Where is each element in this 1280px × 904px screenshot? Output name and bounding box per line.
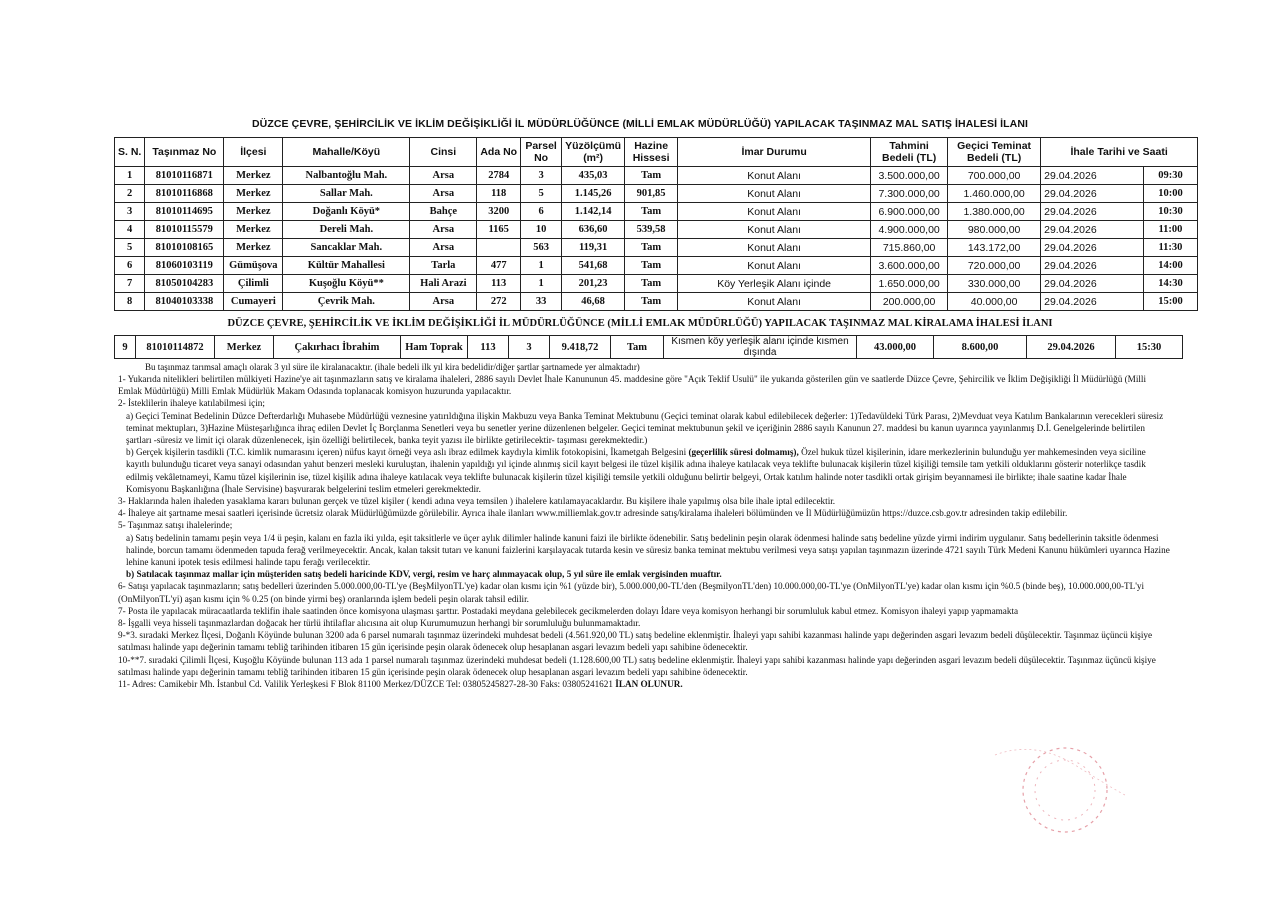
cell-parsel: 1 [521,275,562,293]
cell-saat: 10:00 [1143,185,1197,203]
cell-ilce: Merkez [224,203,283,221]
cell-teminat: 330.000,00 [948,275,1041,293]
sale-title: DÜZCE ÇEVRE, ŞEHİRCİLİK VE İKLİM DEĞİŞİKLİĞİ İL MÜDÜRLÜĞÜNCE (MİLLİ EMLAK MÜDÜRLÜĞÜ) YAPILACAK TAŞINMAZ MAL SATIŞ İHALESİ İLANI [251,118,1029,130]
table-row [115,275,1198,293]
col-parsel: Parsel No [521,138,562,167]
cell-yuzolcum: 9.418,72 [550,336,611,359]
sale-rows [115,167,1198,311]
cell-yuzolcum: 636,60 [562,221,625,239]
cell-cinsi: Arsa [410,239,477,257]
col-mahalle: Mahalle/Köyü [283,138,410,167]
table-row [115,293,1198,311]
cell-teminat: 1.380.000,00 [948,203,1041,221]
cell-bedel: 3.600.000,00 [871,257,948,275]
clause-4: 4- İhaleye ait şartname mesai saatleri içerisinde ücretsiz olarak Müdürlüğümüzde görülebilir. Ayrıca ihale ilanları www.milliemlak.gov.tr adresinde satış/kiralama ihaleleri bölümünden ve İl Müdürlüğümüzün https://duzce.csb.gov.tr adresinden takip edilebilir. [118,508,1068,519]
cell-saat: 11:00 [1143,221,1197,239]
cell-teminat: 40.000,00 [948,293,1041,311]
cell-mahalle: Nalbantoğlu Mah. [283,167,410,185]
ilan-olunur: İLAN OLUNUR. [615,679,683,690]
cell-teminat: 1.460.000,00 [948,185,1041,203]
cell-tarih: 29.04.2026 [1027,336,1116,359]
table-row [115,185,1198,203]
cell-imar: Konut Alanı [678,167,871,185]
col-sn: S. N. [115,138,145,167]
table-row [115,203,1198,221]
cell-ada: 113 [468,336,509,359]
cell-saat: 15:30 [1116,336,1183,359]
cell-mahalle: Dereli Mah. [283,221,410,239]
cell-parsel: 10 [521,221,562,239]
cell-sn: 8 [115,293,145,311]
cell-ilce: Merkez [224,167,283,185]
cell-tarih: 29.04.2026 [1041,167,1144,185]
cell-imar: Kısmen köy yerleşik alanı içinde kısmen dışında [664,336,857,359]
cell-mahalle: Kuşoğlu Köyü** [283,275,410,293]
cell-mahalle: Çakırhacı İbrahim [274,336,401,359]
cell-tasinmaz: 81010116868 [145,185,224,203]
cell-yuzolcum: 46,68 [562,293,625,311]
clause-2b-part1: b) Gerçek kişilerin tasdikli (T.C. kimlik numarasını içeren) nüfus kayıt örneği veya aslı ibraz edilmek kaydıyla kimlik fotokopisini, İkametgah Belgesini [126,447,687,458]
cell-yuzolcum: 201,23 [562,275,625,293]
cell-sn: 9 [115,336,136,359]
cell-ada: 272 [477,293,521,311]
clause-1: 1- Yukarıda nitelikleri belirtilen mülkiyeti Hazine'ye ait taşınmazların satış ve kiralama ihaleleri, 2886 sayılı Devlet İhale Kanununun 45. maddesine göre "Açık Teklif Usulü" ile yukarıda gösterilen gün ve saatlerde Düzce Çevre, Şehircilik ve İklim Değişikliği İl Müdürlüğü (Milli Emlak Müdürlüğü) Milli Emlak Müdürlük Makam Odasında toplanacak komisyon huzurunda yapılacaktır. [118,374,1147,397]
cell-sn: 6 [115,257,145,275]
cell-saat: 14:00 [1143,257,1197,275]
clause-7: 7- Posta ile yapılacak müracaatlarda teklifin ihale saatinden önce komisyona ulaşması şarttır. Postadaki meydana gelebilecek gecikmelerden dolayı İdare veya komisyon herhangi bir sorumluluk kabul etmez. Komisyon ihaleyi yapıp yapmamakta [118,605,1019,616]
clause-2b-bold: (geçerlilik süresi dolmamış), [688,447,799,458]
clause-5: 5- Taşınmaz satışı ihalelerinde; [118,520,233,531]
col-cinsi: Cinsi [410,138,477,167]
cell-teminat: 720.000,00 [948,257,1041,275]
sale-table [114,137,1198,311]
cell-sn: 4 [115,221,145,239]
cell-ada: 3200 [477,203,521,221]
col-ilce: İlçesi [224,138,283,167]
cell-tasinmaz: 81010115579 [145,221,224,239]
cell-sn: 7 [115,275,145,293]
cell-yuzolcum: 119,31 [562,239,625,257]
cell-hazine: 901,85 [625,185,678,203]
cell-sn: 3 [115,203,145,221]
cell-saat: 11:30 [1143,239,1197,257]
cell-imar: Konut Alanı [678,239,871,257]
cell-yuzolcum: 1.145,26 [562,185,625,203]
address: 11- Adres: Camikebir Mh. İstanbul Cd. Valilik Yerleşkesi F Blok 81100 Merkez/DÜZCE Tel: 03805245827-28-30 Faks: 03805241621 [118,679,613,690]
cell-teminat: 8.600,00 [934,336,1027,359]
cell-imar: Konut Alanı [678,293,871,311]
cell-cinsi: Arsa [410,167,477,185]
cell-saat: 09:30 [1143,167,1197,185]
cell-bedel: 3.500.000,00 [871,167,948,185]
clause-2b [118,446,1170,495]
col-tarih: İhale Tarihi ve Saati [1041,138,1198,167]
cell-imar: Konut Alanı [678,203,871,221]
cell-parsel: 563 [521,239,562,257]
cell-bedel: 200.000,00 [871,293,948,311]
cell-hazine: Tam [625,293,678,311]
cell-cinsi: Hali Arazi [410,275,477,293]
cell-mahalle: Sallar Mah. [283,185,410,203]
cell-bedel: 43.000,00 [857,336,934,359]
cell-ilce: Gümüşova [224,257,283,275]
cell-hazine: Tam [625,239,678,257]
cell-bedel: 7.300.000,00 [871,185,948,203]
clause-11 [118,678,1170,690]
rent-note: Bu taşınmaz tarımsal amaçlı olarak 3 yıl süre ile kiralanacaktır. (ihale bedeli ilk yıl kira bedelidir/diğer şartlar şartnamede yer almaktadır) [145,362,640,372]
cell-tarih: 29.04.2026 [1041,275,1144,293]
clause-10: 10-**7. sıradaki Çilimli İlçesi, Kuşoğlu Köyünde bulunan 113 ada 1 parsel numaralı taşınmaz üzerindeki muhdesat bedeli (1.128.600,00 TL) satış bedeline eklenmiştir. İhaleyi yapı sahibi kazanması halinde yapı değerinden asgari levazım bedeli düşülecektir. Taşınmaz üçüncü kişiye satılması halinde yapı değerinin tamamı tebliğ tarihinden itibaren 15 gün içerisinde peşin olarak ödenecek olup hesaplanan asgari levazım bedeli yapı sahibine ödenecektir. [118,654,1156,677]
cell-bedel: 715.860,00 [871,239,948,257]
clause-5a: a) Satış bedelinin tamamı peşin veya 1/4 ü peşin, kalanı en fazla iki yılda, eşit taksitlerle ve üçer aylık dilimler halinde kanuni faizi ile birlikte ödenebilir. Satış bedelinin peşin olarak ödenmesi halinde satış bedeline yüzde yirmi indirim uygulanır. Satış bedellerinin taksitle ödenmesi halinde, borcun tamamı ödenmeden tapuda ferağ verilmeyecektir. Ancak, kalan taksit tutarı ve kanuni faizlerini karşılayacak tutarda kesin ve süresiz banka teminat mektubu verilmesi veya satışı yapılan taşınmazın üzerinde 4721 sayılı Türk Medeni Kanunu hükümleri uyarınca Hazine lehine kanuni ipotek tesis edilmesi halinde tapu ferağı verilecektir. [126,532,1170,568]
table-row [115,167,1198,185]
clause-5b: b) Satılacak taşınmaz mallar için müşteriden satış bedeli haricinde KDV, vergi, resim ve harç alınmayacak olup, 5 yıl süre ile emlak vergisinden muaftır. [126,569,722,580]
cell-tarih: 29.04.2026 [1041,221,1144,239]
cell-imar: Konut Alanı [678,185,871,203]
cell-imar: Konut Alanı [678,221,871,239]
cell-ilce: Çilimli [224,275,283,293]
cell-yuzolcum: 435,03 [562,167,625,185]
cell-parsel: 33 [521,293,562,311]
cell-mahalle: Sancaklar Mah. [283,239,410,257]
cell-yuzolcum: 1.142,14 [562,203,625,221]
cell-bedel: 6.900.000,00 [871,203,948,221]
clause-8: 8- İşgalli veya hisseli taşınmazlardan doğacak her türlü ihtilaflar alıcısına ait olup Kurumumuzun herhangi bir sorumluluğu bulunmamaktadır. [118,618,641,629]
cell-parsel: 5 [521,185,562,203]
cell-hazine: Tam [625,257,678,275]
cell-yuzolcum: 541,68 [562,257,625,275]
cell-tasinmaz: 81040103338 [145,293,224,311]
cell-ilce: Merkez [224,239,283,257]
table-header-row [115,138,1198,167]
cell-cinsi: Tarla [410,257,477,275]
cell-hazine: 539,58 [625,221,678,239]
cell-ada: 1165 [477,221,521,239]
col-ada: Ada No [477,138,521,167]
table-row [115,336,1183,359]
cell-tarih: 29.04.2026 [1041,185,1144,203]
cell-hazine: Tam [611,336,664,359]
cell-tasinmaz: 81060103119 [145,257,224,275]
cell-teminat: 980.000,00 [948,221,1041,239]
table-row [115,257,1198,275]
cell-tarih: 29.04.2026 [1041,203,1144,221]
clause-2b-part2: Özel hukuk tüzel kişilerinin, idare merkezlerinin bulunduğu yer mahkemesinden veya siciline kayıtlı bulunduğu ticaret veya sanayi odasından yahut benzeri mesleki kuruluştan, ihalenin yapıldığı yıl içinde alınmış sicil kayıt belgesi ile tüzel kişilik adına ihaleye katılacak veya teklifte bulunacak kişilerin tüzel kişiliği temsile tam yetkili olduklarını gösterir noterlikçe tasdik edilmiş vekâletnameyi, Kamu tüzel kişilerinin ise, tüzel kişilik adına ihaleye katılacak veya teklifte bulunacak kişilerin tüzel kişiliği temsile yetkili olduğunu belirtir belgeyi, Ortak katılım halinde noter tasdikli ortak girişim beyannamesi ile birlikte; ihale saatine kadar İhale Komisyonu Başkanlığına (İhale Servisine) başvurarak belgelerini teslim etmeleri gerekmektedir. [126,447,1146,494]
cell-ilce: Merkez [224,221,283,239]
cell-ada: 477 [477,257,521,275]
cell-tarih: 29.04.2026 [1041,293,1144,311]
cell-sn: 2 [115,185,145,203]
cell-ada: 2784 [477,167,521,185]
table-row [115,239,1198,257]
cell-saat: 14:30 [1143,275,1197,293]
cell-tarih: 29.04.2026 [1041,239,1144,257]
clause-2a: a) Geçici Teminat Bedelinin Düzce Defterdarlığı Muhasebe Müdürlüğü veznesine yatırıldığına ilişkin Makbuzu veya Banka Teminat Mektubunu (Geçici teminat olarak kabul edilebilecek değerler: 1)Tedavüldeki Türk Parası, 2)Mevduat veya Katılım Bankalarının verecekleri süresiz teminat mektupları, 3)Hazine Müsteşarlığınca ihraç edilen Devlet İç Borçlanma Senetleri veya bu senetler yerine düzenlenen belgeler. Geçici teminat mektubunun şekil ve içeriğinin 2886 sayılı Kanunun 27. maddesi bu kanun uyarınca yayınlanmış D.İ. Genelgelerinde belirtilen şartları -süresiz ve limit içi olarak düzenlenecek, işin özelliği belirtilecek, banka teyit yazısı ile birlikte getirilecektir- taşıması gerekmektedir.) [126,410,1164,446]
rent-table [114,335,1183,359]
cell-tarih: 29.04.2026 [1041,257,1144,275]
cell-ada [477,239,521,257]
col-bedel: Tahmini Bedeli (TL) [871,138,948,167]
cell-parsel: 6 [521,203,562,221]
cell-ada: 118 [477,185,521,203]
clause-2: 2- İsteklilerin ihaleye katılabilmesi için; [118,398,265,409]
cell-sn: 5 [115,239,145,257]
clause-3: 3- Haklarında halen ihaleden yasaklama kararı bulunan gerçek ve tüzel kişiler ( kendi adına veya temsilen ) ihalelere katılamayacaklardır. Bu kişilere ihale yapılmış olsa bile ihale iptal edilecektir. [118,496,836,507]
clause-9: 9-*3. sıradaki Merkez İlçesi, Doğanlı Köyünde bulunan 3200 ada 6 parsel numaralı taşınmaz üzerindeki muhdesat bedeli (4.561.920,00 TL) satış bedeline eklenmiştir. İhaleyi yapı sahibi kazanması halinde yapı değerinden asgari levazım bedeli düşülecektir. Taşınmaz üçüncü kişiye satılması halinde yapı değerinin tamamı tebliğ tarihinden itibaren 15 gün içerisinde peşin olarak ödenecek olup hesaplanan asgari levazım bedeli yapı sahibine ödenecektir. [118,630,1153,653]
rent-title: DÜZCE ÇEVRE, ŞEHİRCİLİK VE İKLİM DEĞİŞİKLİĞİ İL MÜDÜRLÜĞÜNCE (MİLLİ EMLAK MÜDÜRLÜĞÜ) YAPILACAK TAŞINMAZ MAL KİRALAMA İHALESİ İLANI [227,318,1053,329]
cell-cinsi: Ham Toprak [401,336,468,359]
cell-tasinmaz: 81050104283 [145,275,224,293]
cell-tasinmaz: 81010116871 [145,167,224,185]
cell-tasinmaz: 81010108165 [145,239,224,257]
cell-ilce: Merkez [224,185,283,203]
cell-hazine: Tam [625,275,678,293]
cell-bedel: 1.650.000,00 [871,275,948,293]
cell-mahalle: Çevrik Mah. [283,293,410,311]
cell-teminat: 700.000,00 [948,167,1041,185]
cell-imar: Konut Alanı [678,257,871,275]
col-imar: İmar Durumu [678,138,871,167]
col-tasinmaz: Taşınmaz No [145,138,224,167]
cell-cinsi: Arsa [410,293,477,311]
cell-saat: 15:00 [1143,293,1197,311]
cell-saat: 10:30 [1143,203,1197,221]
cell-bedel: 4.900.000,00 [871,221,948,239]
announcement-body [118,373,1170,690]
cell-cinsi: Arsa [410,185,477,203]
col-yuzolcum: Yüzölçümü (m²) [562,138,625,167]
cell-tasinmaz: 81010114695 [145,203,224,221]
cell-imar: Köy Yerleşik Alanı içinde [678,275,871,293]
cell-parsel: 3 [521,167,562,185]
cell-ilce: Merkez [215,336,274,359]
cell-hazine: Tam [625,167,678,185]
cell-hazine: Tam [625,203,678,221]
official-stamp [975,735,1135,855]
col-teminat: Geçici Teminat Bedeli (TL) [948,138,1041,167]
clause-6: 6- Satışı yapılacak taşınmazların; satış bedelleri üzerinden 5.000.000,00-TL'ye (BeşMilyonTL'ye) kadar olan kısmı için %1 (yüzde bir), 5.000.000,00-TL'den (BeşmilyonTL'den) 10.000.000,00-TL'ye (OnMilyonTL'ye) kadar olan kısmı için %0.5 (binde beş), 10.000.000,00-TL'yi (OnMilyonTL'yi) aşan kısmı için % 0.25 (on binde yirmi beş) oranlarında işlem bedeli peşin olarak tahsil edilir. [118,581,1145,604]
cell-parsel: 1 [521,257,562,275]
cell-mahalle: Kültür Mahallesi [283,257,410,275]
cell-tasinmaz: 81010114872 [136,336,215,359]
col-hazine: Hazine Hissesi [625,138,678,167]
cell-mahalle: Doğanlı Köyü* [283,203,410,221]
cell-cinsi: Bahçe [410,203,477,221]
cell-ada: 113 [477,275,521,293]
cell-sn: 1 [115,167,145,185]
cell-ilce: Cumayeri [224,293,283,311]
cell-teminat: 143.172,00 [948,239,1041,257]
cell-parsel: 3 [509,336,550,359]
table-row [115,221,1198,239]
cell-cinsi: Arsa [410,221,477,239]
